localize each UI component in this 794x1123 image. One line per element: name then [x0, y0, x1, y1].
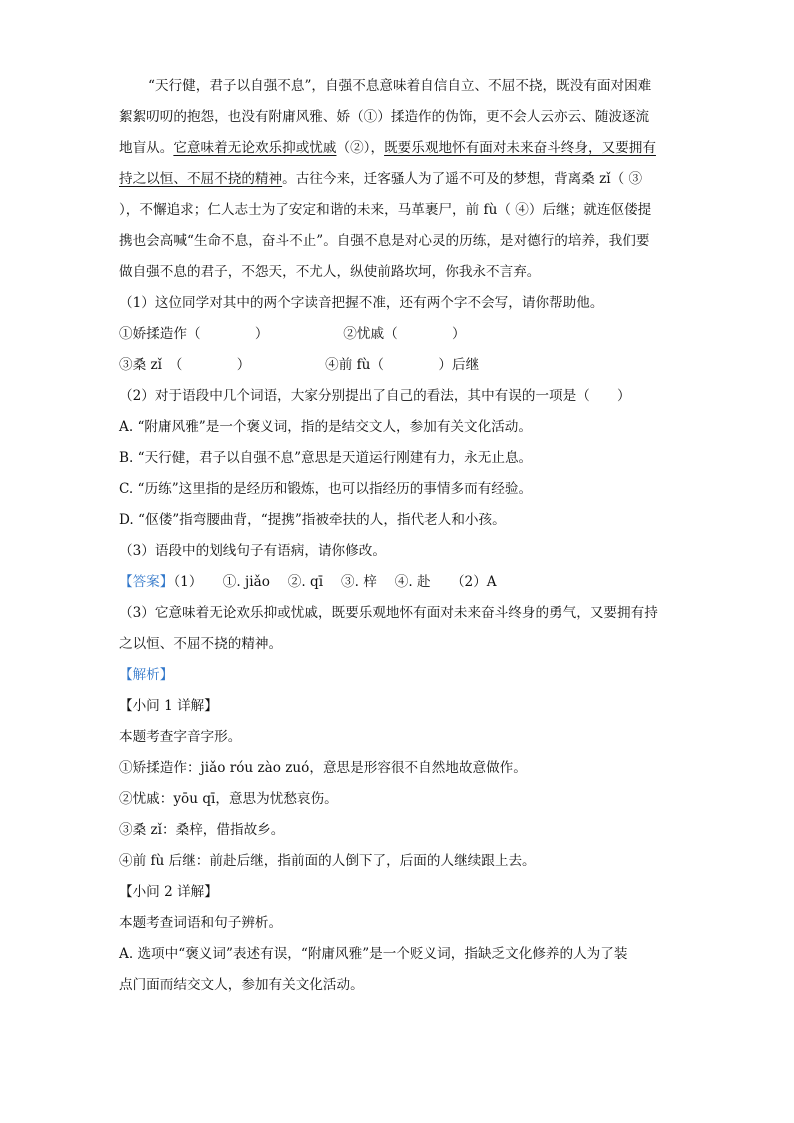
text-line — [119, 691, 679, 722]
text-line — [119, 567, 679, 598]
text-segment: A. 选项中“褒义词”表述有误，“附庸风雅”是一个贬义词，指缺乏文化修养的人为了装 — [119, 946, 628, 962]
text-line — [119, 443, 679, 474]
section-label: 【答案】 — [119, 574, 174, 590]
text-segment: 地盲从。 — [119, 140, 174, 156]
text-line — [119, 908, 679, 939]
text-segment: 本题考查字音字形。 — [119, 729, 242, 745]
text-line — [119, 784, 679, 815]
text-segment: 本题考查词语和句子辨析。 — [119, 915, 283, 931]
text-segment: ①娇揉造作（ ） ②忧戚（ ） — [119, 326, 466, 342]
section-label: 【解析】 — [119, 667, 174, 683]
text-line — [119, 598, 679, 629]
text-segment: 做自强不息的君子，不怨天，不尤人，纵使前路坎坷，你我永不言弃。 — [119, 264, 541, 280]
text-segment: 点门面而结交文人，参加有关文化活动。 — [119, 977, 364, 993]
text-segment: 絮絮叨叨的抱怨，也没有附庸风雅、娇（①）揉造作的伪饰，更不会人云亦云、随波逐流 — [119, 109, 650, 125]
underlined-sentence: 持之以恒、不屈不挠的精神 — [119, 171, 283, 187]
text-segment: C. “历练”这里指的是经历和锻炼，也可以指经历的事情多而有经验。 — [119, 481, 533, 497]
text-segment: 【小问 2 详解】 — [119, 884, 218, 900]
text-line — [119, 412, 679, 443]
text-line — [119, 226, 679, 257]
text-segment: ④前 fù 后继：前赴后继，指前面的人倒下了，后面的人继续跟上去。 — [119, 853, 536, 869]
text-segment: （2）对于语段中几个词语，大家分别提出了自己的看法，其中有误的一项是（ ） — [119, 388, 631, 404]
text-segment: B. “天行健，君子以自强不息”意思是天道运行刚建有力，永无止息。 — [119, 450, 533, 466]
text-line — [119, 846, 679, 877]
text-line — [119, 164, 679, 195]
text-line — [119, 536, 679, 567]
text-segment: ③桑 zǐ （ ） ④前 fù（ ）后继 — [119, 357, 480, 373]
text-line — [119, 319, 679, 350]
text-line — [119, 505, 679, 536]
text-segment: （3）它意味着无论欢乐抑或忧戚，既要乐观地怀有面对未来奋斗终身的勇气，又要拥有持 — [119, 605, 658, 621]
text-line — [119, 970, 679, 1001]
underlined-sentence: 既要乐观地怀有面对未来奋斗终身，又要拥有 — [384, 140, 656, 156]
text-line — [119, 753, 679, 784]
text-segment: 携也会高喊“生命不息，奋斗不止”。自强不息是对心灵的历练，是对德行的培养，我们要 — [119, 233, 650, 249]
text-segment: ②忧戚：yōu qī，意思为忧愁哀伤。 — [119, 791, 338, 807]
text-segment: ），不懈追求；仁人志士为了安定和谐的未来，马革裹尸，前 fù（ ④）后继；就连伛偻提 — [119, 202, 652, 218]
text-segment: （1） ①. jiǎo ②. qī ③. 梓 ④. 赴 （2）A — [173, 574, 497, 590]
text-line — [119, 195, 679, 226]
text-line — [119, 660, 679, 691]
text-segment: D. “伛偻”指弯腰曲背，“提携”指被牵扶的人，指代老人和小孩。 — [119, 512, 506, 528]
text-line — [119, 71, 679, 102]
text-segment: 。古往今来，迁客骚人为了遥不可及的梦想，背离桑 zǐ（ ③ — [282, 171, 643, 187]
text-segment: A. “附庸风雅”是一个褒义词，指的是结交文人，参加有关文化活动。 — [119, 419, 532, 435]
text-line — [119, 288, 679, 319]
text-line — [119, 939, 679, 970]
text-segment: ③桑 zǐ：桑梓，借指故乡。 — [119, 822, 285, 838]
text-line — [119, 722, 679, 753]
text-segment: （②）， — [336, 140, 385, 156]
underlined-sentence: 它意味着无论欢乐抑或忧戚 — [173, 140, 337, 156]
text-line — [119, 629, 679, 660]
text-line — [119, 133, 679, 164]
text-segment: （1）这位同学对其中的两个字读音把握不准，还有两个字不会写，请你帮助他。 — [119, 295, 604, 311]
text-segment: 【小问 1 详解】 — [119, 698, 218, 714]
text-line — [119, 381, 679, 412]
document-body — [119, 71, 679, 1001]
text-segment: （3）语段中的划线句子有语病，请你修改。 — [119, 543, 386, 559]
text-line — [119, 815, 679, 846]
text-line — [119, 350, 679, 381]
text-segment: ①矫揉造作：jiǎo róu zào zuó，意思是形容很不自然地故意做作。 — [119, 760, 527, 776]
text-segment: 之以恒、不屈不挠的精神。 — [119, 636, 283, 652]
text-line — [119, 474, 679, 505]
text-line — [119, 257, 679, 288]
text-line — [119, 102, 679, 133]
text-line — [119, 877, 679, 908]
text-segment: “天行健，君子以自强不息”，自强不息意味着自信自立、不屈不挠，既没有面对困难 — [148, 78, 652, 94]
